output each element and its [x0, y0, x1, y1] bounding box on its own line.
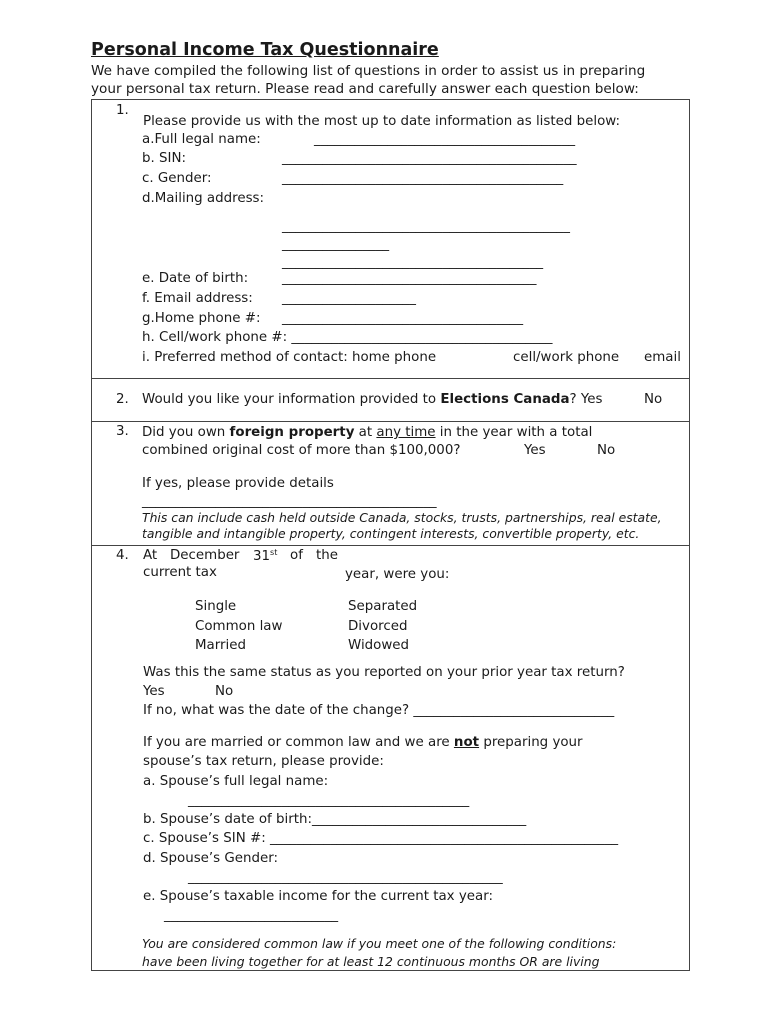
q1-dob-label: e. Date of birth:: [142, 271, 249, 286]
q2-question: Would you like your information provided to Elections Canada? Yes: [142, 392, 603, 407]
q1-home-phone-label: g.Home phone #:: [142, 311, 261, 326]
q4-word-at: At: [143, 548, 158, 563]
q3-question-line-2: combined original cost of more than $100,000?: [142, 443, 461, 458]
q4-married-line-2: spouse’s tax return, please provide:: [143, 754, 384, 769]
q1-full-name-line[interactable]: _______________________________________: [314, 132, 576, 147]
q4-word-of: of: [290, 548, 303, 563]
q4-current-tax: current tax: [143, 565, 217, 580]
q1-cell-phone-field[interactable]: h. Cell/work phone #: _______________________________________: [142, 330, 553, 345]
q4-day: 31st: [253, 548, 278, 564]
q3-note-line-2: tangible and intangible property, contingent interests, convertible property, etc.: [142, 526, 640, 541]
q4-year-were-you: year, were you:: [345, 567, 450, 582]
q1-address-line-3[interactable]: _______________________________________: [282, 255, 544, 270]
q1-address-line-2[interactable]: ________________: [282, 237, 390, 252]
q4-word-the: the: [316, 548, 338, 563]
q4-status-common-law[interactable]: Common law: [195, 619, 283, 634]
q1-number: 1.: [116, 103, 129, 118]
q4-spouse-name-line[interactable]: __________________________________________: [188, 793, 470, 808]
q3-question-line-1: Did you own foreign property at any time in the year with a total: [142, 425, 593, 440]
q4-spouse-gender-line[interactable]: _______________________________________________: [188, 870, 503, 885]
q4-status-single[interactable]: Single: [195, 599, 237, 614]
q4-same-status-no[interactable]: No: [215, 684, 234, 699]
q3-note-line-1: This can include cash held outside Canada, stocks, trusts, partnerships, real estate,: [142, 510, 662, 525]
q4-spouse-gender-label: d. Spouse’s Gender:: [143, 851, 279, 866]
q4-spouse-dob-field[interactable]: b. Spouse’s date of birth:________________________________: [143, 812, 527, 827]
q3-no-option[interactable]: No: [597, 443, 616, 458]
q1-email-label: f. Email address:: [142, 291, 253, 306]
q4-spouse-sin-field[interactable]: c. Spouse’s SIN #: ____________________________________________________: [143, 831, 619, 846]
q4-same-status-yes[interactable]: Yes: [143, 684, 165, 699]
q1-sin-label: b. SIN:: [142, 151, 186, 166]
q4-spouse-name-label: a. Spouse’s full legal name:: [143, 774, 329, 789]
q1-prompt: Please provide us with the most up to date information as listed below:: [143, 114, 621, 129]
q3-yes-option[interactable]: Yes: [524, 443, 546, 458]
q4-word-december: December: [170, 548, 240, 563]
q1-gender-line[interactable]: __________________________________________: [282, 171, 564, 186]
q4-change-date-field[interactable]: If no, what was the date of the change? ______________________________: [143, 703, 615, 718]
q1-email-line[interactable]: ____________________: [282, 291, 416, 306]
q1-mailing-address-label: d.Mailing address:: [142, 191, 265, 206]
q4-common-law-note-1: You are considered common law if you meet one of the following conditions:: [142, 936, 617, 951]
q1-home-phone-line[interactable]: ____________________________________: [282, 311, 524, 326]
q1-address-line-1[interactable]: ___________________________________________: [282, 219, 570, 234]
q2-number: 2.: [116, 392, 129, 407]
q4-spouse-income-line[interactable]: __________________________: [164, 908, 339, 923]
q4-status-separated[interactable]: Separated: [348, 599, 418, 614]
q4-common-law-note-2: have been living together for at least 12 continuous months OR are living: [142, 954, 600, 969]
q1-contact-option-email[interactable]: email: [644, 350, 681, 365]
q1-gender-label: c. Gender:: [142, 171, 212, 186]
q4-number: 4.: [116, 548, 129, 563]
q1-full-name-label: a.Full legal name:: [142, 132, 261, 147]
page-title: Personal Income Tax Questionnaire: [91, 40, 439, 60]
intro-line-1: We have compiled the following list of questions in order to assist us in preparing: [91, 63, 646, 79]
q3-details-line[interactable]: ____________________________________________: [142, 494, 437, 509]
q4-status-married[interactable]: Married: [195, 638, 246, 653]
q1-dob-line[interactable]: ______________________________________: [282, 271, 537, 286]
q1-contact-option-cell[interactable]: cell/work phone: [513, 350, 620, 365]
q4-status-widowed[interactable]: Widowed: [348, 638, 410, 653]
q4-spouse-income-label: e. Spouse’s taxable income for the current tax year:: [143, 889, 493, 904]
q2-no-option[interactable]: No: [644, 392, 663, 407]
q1-contact-method-label: i. Preferred method of contact: home phone: [142, 350, 437, 365]
q3-number: 3.: [116, 424, 129, 439]
intro-line-2: your personal tax return. Please read and carefully answer each question below:: [91, 81, 639, 97]
q1-sin-line[interactable]: ____________________________________________: [282, 151, 577, 166]
q4-married-line-1: If you are married or common law and we are not preparing your: [143, 735, 583, 750]
q3-details-label: If yes, please provide details: [142, 476, 334, 491]
q4-status-divorced[interactable]: Divorced: [348, 619, 408, 634]
q4-same-status-question: Was this the same status as you reported on your prior year tax return?: [143, 665, 625, 680]
table-bottom-border: [91, 970, 690, 971]
